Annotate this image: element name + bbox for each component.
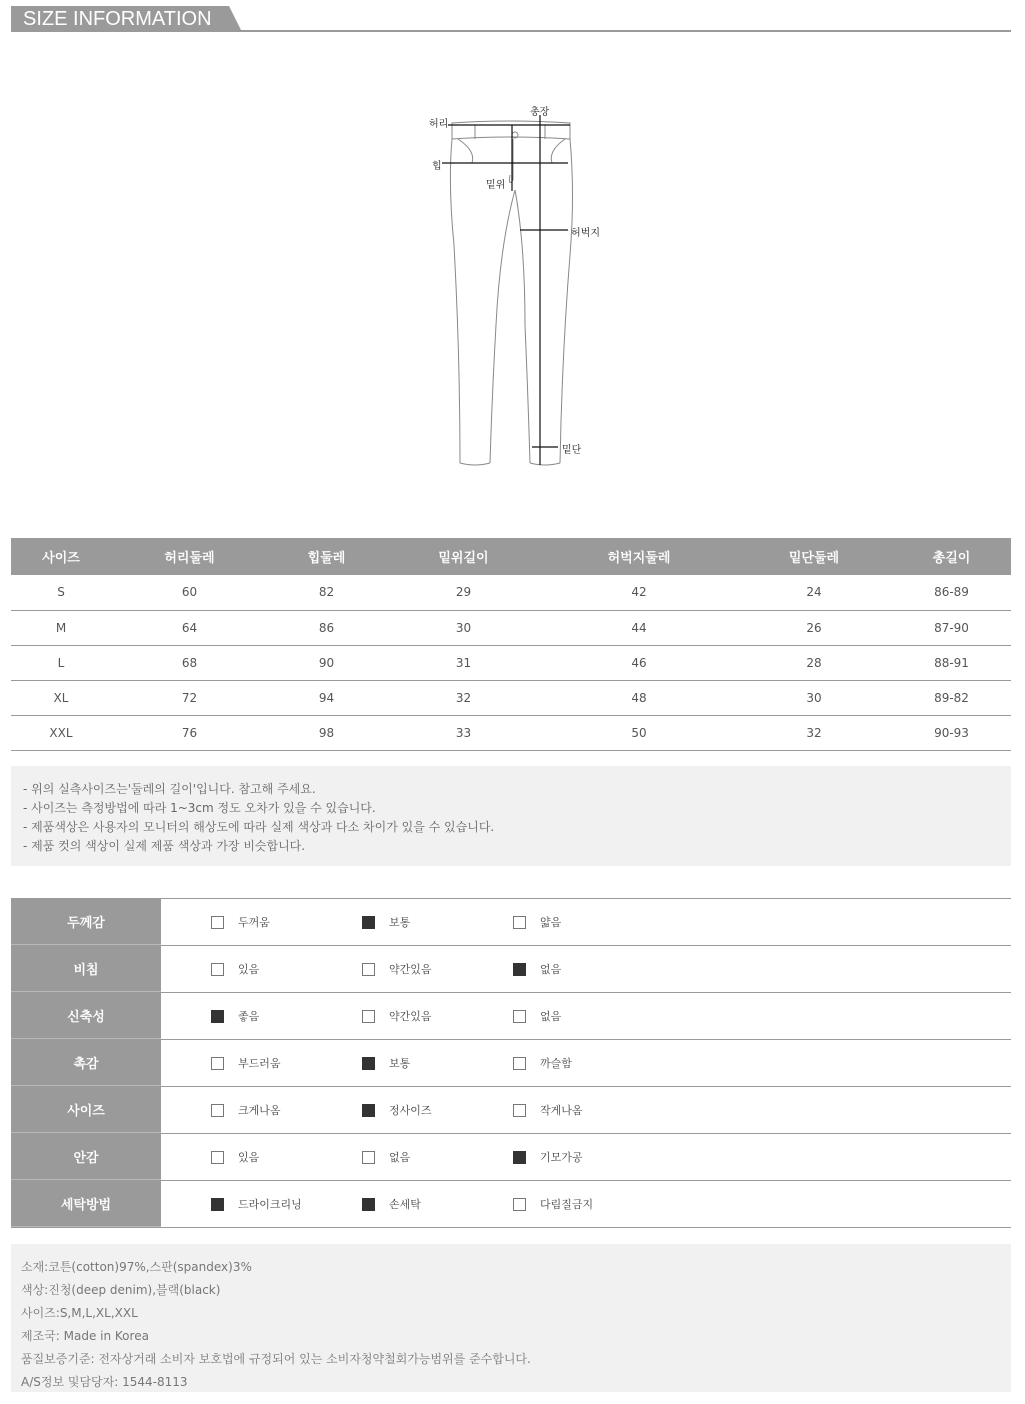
table-row [11,715,1011,750]
info-line: 사이즈:S,M,L,XL,XXL [21,1306,138,1320]
waist-label: 허리 [429,119,449,130]
table-cell: 29 [385,575,542,610]
option-label: 기모가공 [540,1151,583,1164]
table-cell: 90 [268,645,385,680]
property-option [362,1087,432,1133]
table-cell: 89-82 [892,680,1011,715]
option-label: 다림질금지 [540,1198,594,1211]
property-label: 사이즈 [11,1087,161,1133]
table-cell: 86 [268,610,385,645]
info-line: 제조국: Made in Korea [21,1329,149,1343]
property-options [161,1181,1011,1227]
table-cell: 50 [542,715,736,750]
property-option [211,1134,259,1180]
property-row [11,946,1011,993]
property-row [11,1040,1011,1087]
pants-illustration [420,95,620,475]
option-label: 있음 [238,1151,260,1164]
property-option [362,1181,421,1227]
table-cell: 32 [736,715,892,750]
table-cell: 86-89 [892,575,1011,610]
property-label: 신축성 [11,993,161,1039]
unchecked-box-icon [513,1010,526,1023]
unchecked-box-icon [211,916,224,929]
property-label: 비침 [11,946,161,992]
option-label: 없음 [540,963,562,976]
table-cell: 82 [268,575,385,610]
option-label: 두꺼움 [238,916,270,929]
table-cell: 32 [385,680,542,715]
hip-label: 힙 [432,161,442,172]
property-row [11,1087,1011,1134]
table-cell: 76 [111,715,268,750]
option-label: 약간있음 [389,1010,432,1023]
table-row [11,645,1011,680]
option-label: 드라이크리닝 [238,1198,302,1211]
option-label: 작게나옴 [540,1104,583,1117]
table-cell: 24 [736,575,892,610]
pants-diagram [420,95,620,475]
table-cell: 28 [736,645,892,680]
option-label: 손세탁 [389,1198,421,1211]
col-header: 총길이 [892,538,1011,575]
property-row [11,899,1011,946]
table-cell: 90-93 [892,715,1011,750]
info-line: 색상:진청(deep denim),블랙(black) [21,1283,221,1297]
unchecked-box-icon [513,1104,526,1117]
property-option [513,899,561,945]
table-cell: L [11,645,111,680]
option-label: 보통 [389,916,411,929]
checked-box-icon [362,1198,375,1211]
property-option [211,993,259,1039]
property-option [211,1040,281,1086]
size-notes [11,766,1011,866]
property-label: 세탁방법 [11,1181,161,1227]
option-label: 있음 [238,963,260,976]
fabric-properties-table [11,898,1011,1228]
unchecked-box-icon [362,1010,375,1023]
unchecked-box-icon [211,1057,224,1070]
property-option [211,1087,281,1133]
unchecked-box-icon [362,963,375,976]
option-label: 없음 [389,1151,411,1164]
option-label: 좋음 [238,1010,260,1023]
option-label: 보통 [389,1057,411,1070]
checked-box-icon [362,1057,375,1070]
table-cell: 30 [385,610,542,645]
product-info [11,1244,1011,1392]
note-line: - 제품 컷의 색상이 실제 제품 색상과 가장 비슷합니다. [23,839,306,853]
note-line: - 위의 실측사이즈는'둘레의 길이'입니다. 참고해 주세요. [23,782,316,796]
col-header: 힙둘레 [268,538,385,575]
property-option [362,1040,410,1086]
table-cell: S [11,575,111,610]
table-cell: 60 [111,575,268,610]
note-line: - 제품색상은 사용자의 모니터의 해상도에 따라 실제 색상과 다소 차이가 있을 수 있습니다. [23,820,495,834]
option-label: 얇음 [540,916,562,929]
size-table-header [11,538,1011,575]
table-row [11,680,1011,715]
table-cell: XL [11,680,111,715]
property-label: 두께감 [11,899,161,945]
property-option [362,993,432,1039]
property-option [362,1134,410,1180]
checked-box-icon [211,1198,224,1211]
property-option [513,1087,583,1133]
col-header: 허리둘레 [111,538,268,575]
unchecked-box-icon [211,1151,224,1164]
rise-label: 밑위 [486,180,506,191]
table-cell: XXL [11,715,111,750]
property-row [11,993,1011,1040]
property-label: 촉감 [11,1040,161,1086]
table-cell: 33 [385,715,542,750]
table-cell: 98 [268,715,385,750]
checked-box-icon [362,1104,375,1117]
col-header: 허벅지둘레 [542,538,736,575]
property-option [513,1181,593,1227]
unchecked-box-icon [513,1198,526,1211]
property-options [161,1087,1011,1133]
property-options [161,899,1011,945]
property-option [513,1040,572,1086]
property-options [161,993,1011,1039]
option-label: 까슬함 [540,1057,572,1070]
col-header: 밑위길이 [385,538,542,575]
table-row [11,575,1011,610]
unchecked-box-icon [211,963,224,976]
unchecked-box-icon [211,1104,224,1117]
size-table [11,538,1011,751]
property-options [161,1134,1011,1180]
property-option [362,946,432,992]
note-line: - 사이즈는 측정방법에 따라 1~3cm 정도 오차가 있을 수 있습니다. [23,801,376,815]
property-option [513,1134,583,1180]
table-cell: 46 [542,645,736,680]
option-label: 없음 [540,1010,562,1023]
thigh-label: 허벅지 [571,228,600,239]
property-option [211,1181,302,1227]
property-options [161,1040,1011,1086]
property-row [11,1134,1011,1181]
table-cell: 88-91 [892,645,1011,680]
table-cell: 94 [268,680,385,715]
property-option [513,946,561,992]
unchecked-box-icon [513,1057,526,1070]
table-cell: M [11,610,111,645]
table-cell: 72 [111,680,268,715]
section-title: SIZE INFORMATION [11,6,229,30]
info-line: A/S정보 및담당자: 1544-8113 [21,1375,188,1389]
section-title-corner [229,6,241,30]
option-label: 크게나옴 [238,1104,281,1117]
property-row [11,1181,1011,1228]
property-option [211,946,259,992]
option-label: 약간있음 [389,963,432,976]
table-cell: 64 [111,610,268,645]
unchecked-box-icon [362,1151,375,1164]
table-cell: 26 [736,610,892,645]
table-cell: 44 [542,610,736,645]
property-options [161,946,1011,992]
checked-box-icon [513,963,526,976]
table-cell: 87-90 [892,610,1011,645]
option-label: 정사이즈 [389,1104,432,1117]
property-label: 안감 [11,1134,161,1180]
option-label: 부드러움 [238,1057,281,1070]
table-cell: 30 [736,680,892,715]
total-length-label: 총장 [530,107,550,118]
table-row [11,610,1011,645]
table-cell: 68 [111,645,268,680]
info-line: 품질보증기준: 전자상거래 소비자 보호법에 규정되어 있는 소비자청약철회가능범위를 준수합니다. [21,1352,531,1366]
col-header: 밑단둘레 [736,538,892,575]
col-header: 사이즈 [11,538,111,575]
table-cell: 31 [385,645,542,680]
section-header [11,6,1011,32]
checked-box-icon [362,916,375,929]
checked-box-icon [211,1010,224,1023]
table-cell: 48 [542,680,736,715]
property-option [362,899,410,945]
table-cell: 42 [542,575,736,610]
property-option [211,899,270,945]
checked-box-icon [513,1151,526,1164]
info-line: 소재:코튼(cotton)97%,스판(spandex)3% [21,1260,252,1274]
hem-label: 밑단 [562,445,582,456]
property-option [513,993,561,1039]
unchecked-box-icon [513,916,526,929]
